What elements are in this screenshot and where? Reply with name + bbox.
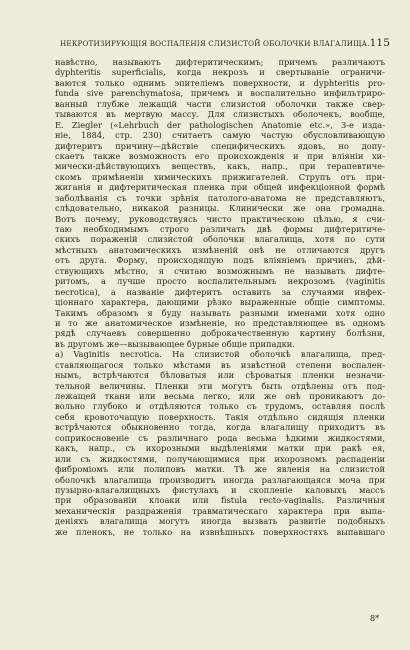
text-line: или съ жидкостями, получающимися при ихорозномъ распаденіи [55,453,385,464]
text-line: рядѣ случаевъ совершенно доброкачественную картину болѣзни, [55,328,385,339]
text-line: dyphteritis superficialis, когда некрозъ и свертываніе ограничи- [55,67,385,78]
text-line: ніе, 1884, стр. 230) считаетъ самую частую обусловливающую [55,130,385,141]
text-line: скихъ пораженій слизистой оболочки влагалища, хотя по сути [55,234,385,245]
text-line: нымъ, встрѣчаются бѣловатыя или сѣроватыя пленки незначи- [55,370,385,381]
text-line: деніяхъ влагалища могутъ иногда вызвать развитіе подобныхъ [55,516,385,527]
text-line: навѣстно, называютъ дифтеритическимъ; причемъ различаютъ [55,57,385,67]
text-line: отъ друга. Форму, происходящую подъ вліяніемъ причинъ, дѣй- [55,255,385,266]
body-text [55,57,385,537]
text-line: оболочкѣ влагалища производитъ иногда разлагающаяся моча при [55,474,385,485]
text-line: ціоннаго характера, дающими рѣзко выраженные общіе симптомы. [55,297,385,308]
text-line: мически-дѣйствующихъ веществъ, какъ, напр., при терапевтиче- [55,161,385,172]
text-line: жиганія и дифтеритическая пленка при общей инфекціонной формѣ [55,182,385,193]
running-header [60,37,391,49]
text-line: ствующихъ мѣстно, я считаю возможнымъ не называть дифте- [55,265,385,276]
text-line: при образованіи клоаки или fistula recto-vaginalis. Различныя [55,495,385,506]
paragraph-vaginitis-necrotica [55,349,385,537]
page-number: 115 [369,37,391,49]
text-line: таю необходимымъ строго различать двѣ формы дифтеритиче- [55,224,385,234]
text-line: какъ, напр., съ ихорозными выдѣленіями матки при ракѣ ея, [55,443,385,454]
text-line: ваются только однимъ эпителіемъ поверхности, и dyphteritis pro- [55,77,385,88]
running-header-title: НЕКРОТИЗИРУЮЩІЯ ВОСПАЛЕНІЯ СЛИЗИСТОЙ ОБОЛОЧКИ ВЛАГАЛИЩА. [60,39,370,48]
text-line: фиброміомъ или полиповъ матки. Тѣ же явленія на слизистой [55,464,385,475]
text-line: скомъ примѣненіи химическихъ прижигателей. Струпъ отъ при- [55,171,385,182]
text-line: Вотъ почему, руководствуясь чисто практическою цѣлью, я счи- [55,213,385,224]
text-line: же пленокъ, не только на извнѣшныхъ поверхностяхъ выпавшаго [55,526,385,537]
text-line: necrotica), а названіе дифтеритъ оставить за случаями инфек- [55,286,385,297]
paragraph-general [55,57,385,349]
text-line: соприкосновеніе съ различнаго рода весьма ѣдкими жидкостями, [55,432,385,443]
text-line: скаетъ также возможность его происхожденія и при вліяніи хи- [55,150,385,161]
text-line: Такимъ образомъ я буду называть разными именами хотя одно [55,307,385,318]
text-line: тываются въ мертвую массу. Для слизистыхъ оболочекъ, вообще, [55,109,385,120]
text-line: себя кровоточащую поверхность. Такія отдѣльно сидящія пленки [55,411,385,422]
text-line: мѣстныхъ анатомическихъ измѣненій онѣ не отличаются другъ [55,244,385,255]
text-line: funda sive parenchymatosa, причемъ и воспалительно инфильтриро- [55,88,385,99]
text-line: лежащей ткани или весьма легко, или же онѣ проникаютъ до- [55,391,385,401]
text-line: дифтеритъ причину—дѣйствіе специфическихъ ядовъ, но допу- [55,140,385,151]
text-line: механическія раздраженія травматическаго характера при выпа- [55,505,385,516]
text-line: тельной величины. Пленки эти могутъ быть отдѣлены отъ под- [55,380,385,391]
text-line: ванный глубже лежащій части слизистой оболочки также свер- [55,98,385,109]
text-line: слѣдовательно, никакой разницы. Клинически же она громадна. [55,203,385,214]
text-line: въ другомъ же—вызывающее бурные общіе припадки. [55,338,295,349]
text-line: пузырно-влагалищныхъ фистулахъ и скопленіе каловыхъ массъ [55,484,385,495]
text-line: E. Ziegler («Lehrbuch der pathologischen Anatomie etc.», 3-е изда- [55,119,385,130]
signature-mark: 8* [370,614,380,623]
text-line: и то же анатомическое измѣненіе, но представляющее въ одномъ [55,317,385,328]
text-line: встрѣчаются обыкновенно тогда, когда влагалищу приходитъ въ [55,422,385,433]
text-line: ритомъ, а лучше просто воспалительнымъ некрозомъ (vaginitis [55,276,385,287]
text-line: вольно глубоко и отдѣляются только съ трудомъ, оставляя послѣ [55,401,385,412]
text-line: заболѣванія съ точки зрѣнія патолого-анатома не представляютъ, [55,192,385,203]
text-line: a) Vaginitis necrotica. На слизистой оболочкѣ влагалища, пред- [55,349,385,360]
text-line: ставляющагося только мѣстами въ извѣстной степени воспален- [55,359,385,370]
